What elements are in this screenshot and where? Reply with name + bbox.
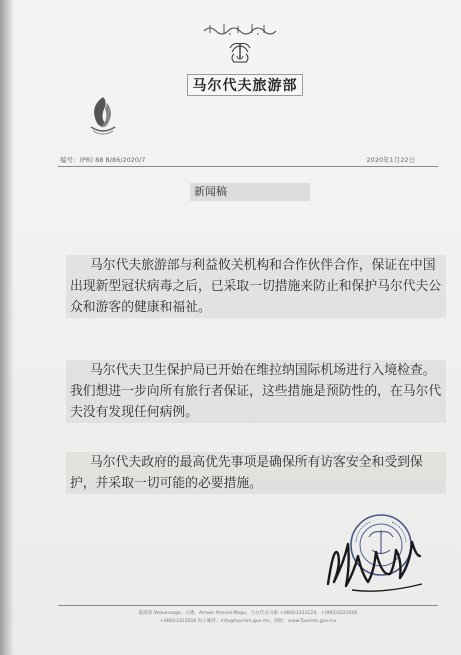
paragraph-3-text: 马尔代夫政府的最高优先事项是确保所有访客安全和受到保护，并采取一切可能的必要措施。: [70, 455, 423, 491]
footer-contact: [58, 610, 438, 626]
paragraph-3: [66, 452, 446, 494]
paragraph-1-text: 马尔代夫旅游部与利益攸关机构和合作伙伴合作，保证在中国出现新型冠状病毒之后，已采取一切措施来防止和保护马尔代夫公众和游客的健康和福祉。: [70, 258, 442, 315]
paragraph-2: [66, 360, 446, 423]
footer-line-2: +(960)3322016 电子邮件：info@tourism.gov.mv，网址：www.Tourism.gov.mv: [159, 619, 337, 624]
footer-line-1: 旅游部 Velaanaage，五楼，Ameer Ahmed Magu，马尔代夫马累 +(960)3323224，+(960)3322000: [138, 611, 358, 616]
arabic-calligraphy-header: [200, 22, 280, 36]
ministry-logo-icon: [83, 93, 123, 137]
footer-divider: [58, 605, 438, 606]
handwritten-signature: [322, 524, 448, 600]
national-emblem-icon: [228, 40, 252, 66]
paragraph-1: [66, 255, 446, 318]
press-release-title: 新闻稿: [190, 183, 310, 201]
ministry-name-box: 马尔代夫旅游部: [187, 74, 303, 96]
header-divider: [58, 166, 438, 167]
letter-date: 2020年1月22日: [366, 156, 415, 164]
paragraph-2-text: 马尔代夫卫生保护局已开始在维拉纳国际机场进行入境检查。我们想进一步向所有旅行者保证，这些措施是预防性的，在马尔代夫没有发现任何病例。: [70, 363, 442, 420]
reference-number: 编号：(PR) 88 B/86/2020/7: [60, 156, 146, 164]
